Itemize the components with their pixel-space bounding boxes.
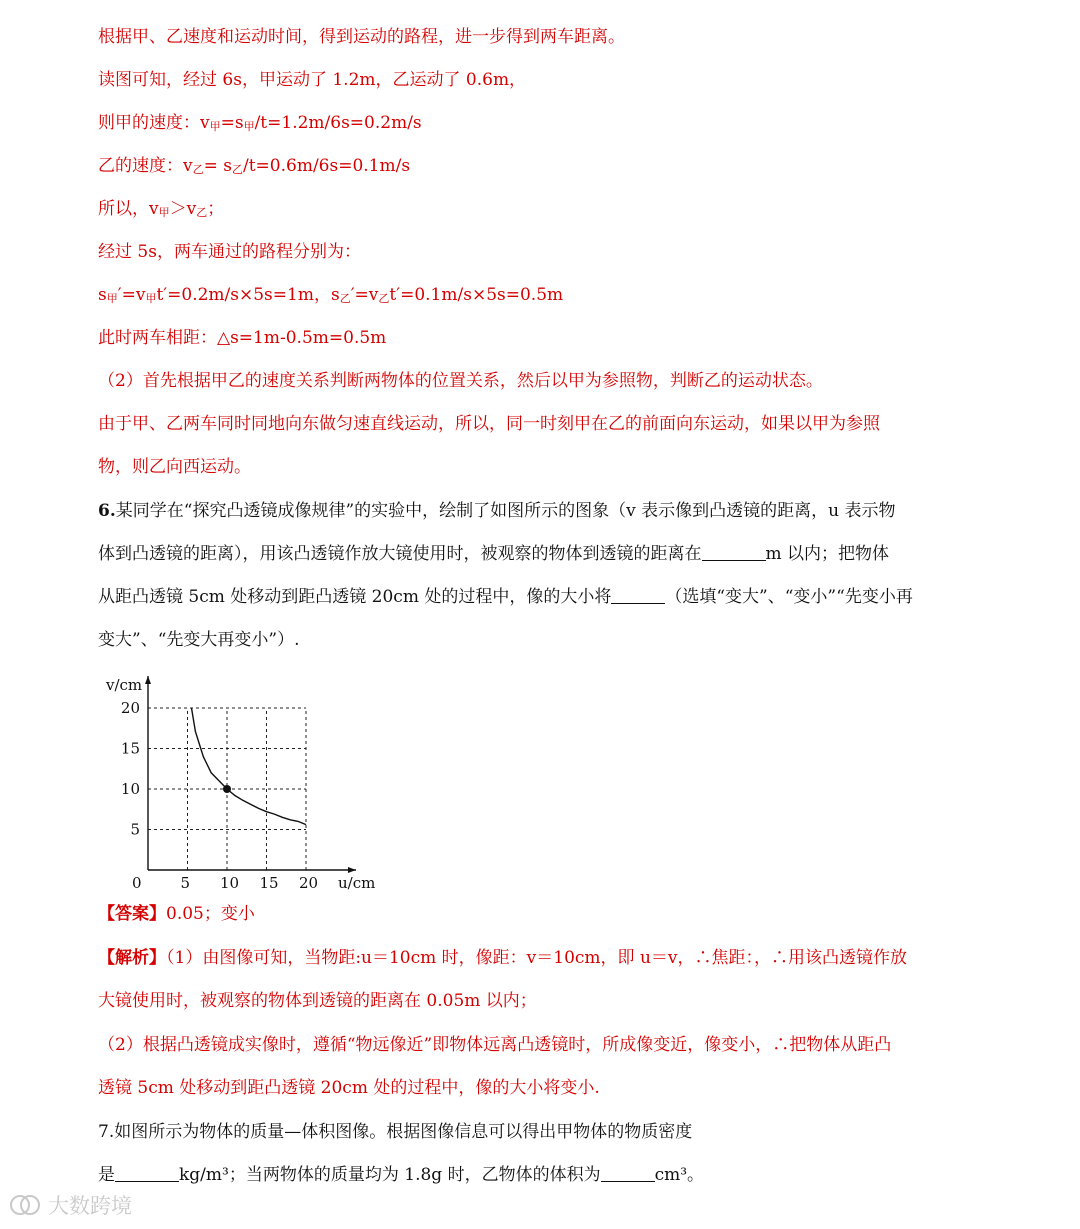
question-line xyxy=(98,543,889,565)
x-tick-label: 15 xyxy=(259,874,279,892)
analysis-line: 大镜使用时，被观察的物体到透镜的距离在 0.05m 以内； xyxy=(98,991,537,1011)
text: 从距凸透镜 5cm 处移动到距凸透镜 20cm 处的过程中，像的大小将 xyxy=(98,587,612,607)
y-axis-label: v/cm xyxy=(106,676,143,694)
answer-blank xyxy=(115,1165,179,1182)
v-u-curve xyxy=(192,708,307,825)
x-tick-label: 20 xyxy=(299,874,319,892)
solution-line: 由于甲、乙两车同时同地向东做匀速直线运动，所以，同一时刻甲在乙的前面向东运动，如果以甲为参照 xyxy=(98,414,880,434)
text: /t=1.2m/6s=0.2m/s xyxy=(254,113,422,133)
solution-line: 读图可知，经过 6s，甲运动了 1.2m，乙运动了 0.6m， xyxy=(98,70,527,90)
question-line xyxy=(98,1164,704,1186)
watermark xyxy=(8,1190,132,1220)
text: 是 xyxy=(98,1165,115,1185)
solution-line: 此时两车相距：△s=1m-0.5m=0.5m xyxy=(98,328,387,348)
subscript: 甲 xyxy=(243,120,255,133)
subscript: 乙 xyxy=(231,163,243,176)
subscript: 甲 xyxy=(158,206,170,219)
solution-line: （2）首先根据甲乙的速度关系判断两物体的位置关系，然后以甲为参照物，判断乙的运动状态。 xyxy=(98,371,823,391)
text: t′=0.2m/s×5s=1m，s xyxy=(156,285,340,305)
text: 所以，v xyxy=(98,199,159,219)
question-line: 7.如图所示为物体的质量—体积图像。根据图像信息可以得出甲物体的物质密度 xyxy=(98,1122,693,1142)
answer-line xyxy=(98,903,255,925)
watermark-text: 大数跨境 xyxy=(48,1194,132,1218)
analysis-text: （1）由图像可知，当物距:u＝10cm 时，像距：v＝10cm，即 u＝v，∴焦距：，∴用该凸透镜作放 xyxy=(166,948,908,968)
text: = s xyxy=(203,156,232,176)
x-tick-label: 10 xyxy=(220,874,240,892)
text: cm³。 xyxy=(654,1165,705,1185)
solution-line xyxy=(98,198,224,224)
subscript: 乙 xyxy=(378,292,390,305)
solution-line xyxy=(98,155,410,181)
question-number: 6. xyxy=(98,501,116,521)
y-tick-label: 20 xyxy=(120,699,140,717)
v-u-graph xyxy=(96,672,386,892)
answer-blank xyxy=(702,544,766,561)
solution-line: 经过 5s，两车通过的路程分别为： xyxy=(98,242,361,262)
text: ′=v xyxy=(117,285,146,305)
x-tick-label: 0 xyxy=(132,874,142,892)
subscript: 乙 xyxy=(192,163,204,176)
subscript: 甲 xyxy=(106,292,118,305)
y-axis-arrow xyxy=(145,676,151,684)
text: s xyxy=(98,285,107,305)
question-line xyxy=(98,586,913,608)
text: （选填“变大”、“变小”“先变小再 xyxy=(665,587,913,607)
text: 乙的速度：v xyxy=(98,156,193,176)
text: kg/m³；当两物体的质量均为 1.8g 时，乙物体的体积为 xyxy=(179,1165,601,1185)
text: ＞v xyxy=(169,199,197,219)
answer-blank xyxy=(611,587,665,604)
answer-blank xyxy=(601,1165,655,1182)
solution-line xyxy=(98,284,563,310)
answer-text: 0.05；变小 xyxy=(166,904,255,924)
subscript: 乙 xyxy=(196,206,208,219)
text: ′=v xyxy=(350,285,379,305)
analysis-line: （2）根据凸透镜成实像时，遵循“物远像近”即物体远离凸透镜时，所成像变近，像变小，∴把物体从距凸 xyxy=(98,1035,892,1055)
marked-point xyxy=(223,785,231,793)
text: m 以内；把物体 xyxy=(765,544,890,564)
text: 体到凸透镜的距离），用该凸透镜作放大镜使用时，被观察的物体到透镜的距离在 xyxy=(98,544,702,564)
solution-line: 物，则乙向西运动。 xyxy=(98,457,251,477)
text: /t=0.6m/6s=0.1m/s xyxy=(242,156,411,176)
question-line xyxy=(98,500,896,522)
y-tick-label: 10 xyxy=(120,780,140,798)
solution-line: 根据甲、乙速度和运动时间，得到运动的路程，进一步得到两车距离。 xyxy=(98,27,625,47)
x-tick-label: 5 xyxy=(180,874,191,892)
solution-line xyxy=(98,112,422,138)
x-axis-arrow xyxy=(348,867,356,873)
chart-tick-labels xyxy=(121,699,318,892)
y-tick-label: 5 xyxy=(130,820,140,839)
subscript: 甲 xyxy=(209,120,221,133)
analysis-line: 透镜 5cm 处移动到距凸透镜 20cm 处的过程中，像的大小将变小. xyxy=(98,1078,600,1098)
chart-axes xyxy=(145,676,356,873)
analysis-tag: 【解析】 xyxy=(98,948,166,968)
analysis-line xyxy=(98,947,907,969)
x-axis-label: u/cm xyxy=(338,874,376,892)
text: =s xyxy=(220,113,244,133)
answer-tag: 【答案】 xyxy=(98,904,166,924)
question-line: 变大”、“先变大再变小”）. xyxy=(98,630,300,650)
watermark-logo-icon xyxy=(8,1193,42,1217)
text: ； xyxy=(207,199,225,219)
text: 则甲的速度：v xyxy=(98,113,210,133)
subscript: 甲 xyxy=(145,292,157,305)
text: 某同学在“探究凸透镜成像规律”的实验中，绘制了如图所示的图象（v 表示像到凸透镜的距离，u 表示物 xyxy=(115,501,896,521)
subscript: 乙 xyxy=(339,292,351,305)
y-tick-label: 15 xyxy=(120,739,140,758)
text: t′=0.1m/s×5s=0.5m xyxy=(389,285,564,305)
